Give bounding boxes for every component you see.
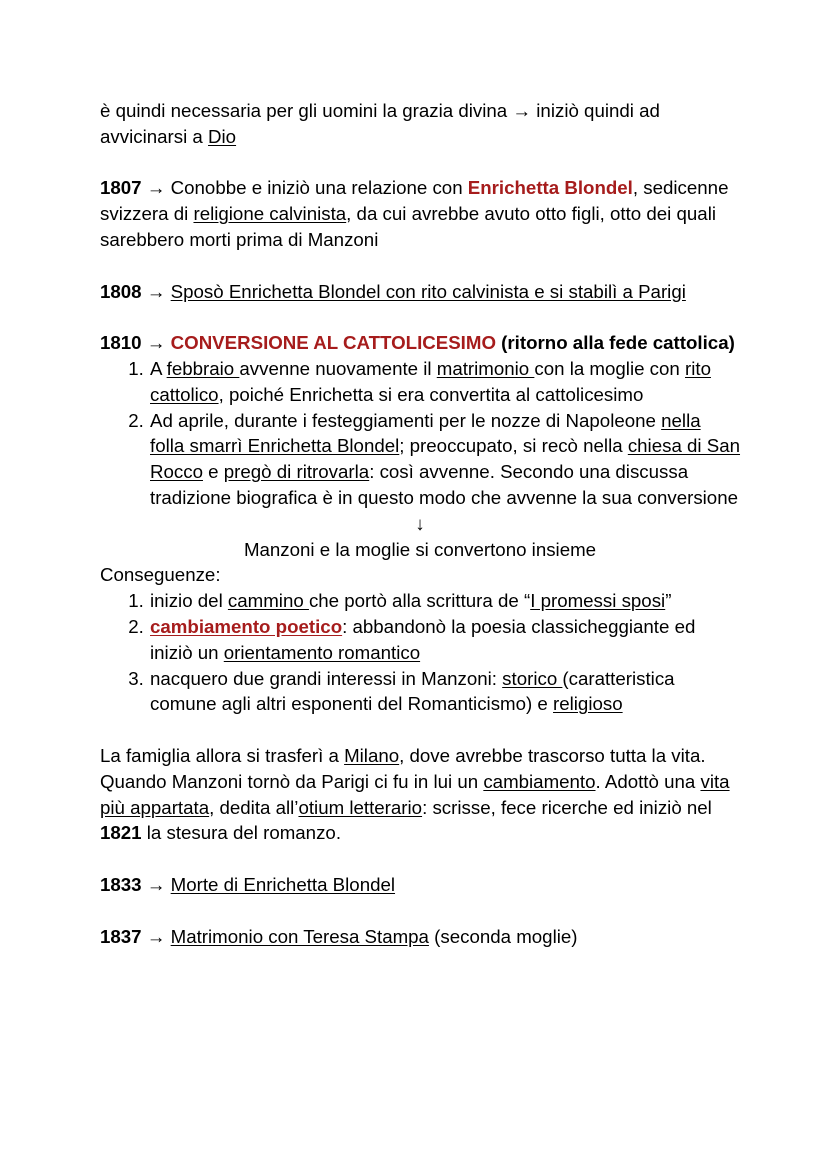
entry-1837: 1837 → Matrimonio con Teresa Stampa (seconda moglie): [100, 925, 578, 947]
intro-paragraph: è quindi necessaria per gli uomini la grazia divina → iniziò quindi ad avvicinarsi a Dio: [100, 100, 660, 147]
conversion-list: [100, 356, 740, 511]
year-label: 1837: [100, 925, 142, 947]
down-arrow-icon: ↓: [415, 512, 425, 534]
year-label: 1810: [100, 332, 142, 354]
list-item: 1. A febbraio avvenne nuovamente il matrimonio con la moglie con rito cattolico, poiché Enrichetta si era convertita al cattolicesimo: [149, 356, 740, 408]
list-item: 1. inizio del cammino che portò alla scrittura de “I promessi sposi”: [149, 588, 740, 614]
milano-paragraph: La famiglia allora si trasferì a Milano, dove avrebbe trascorso tutta la vita. Quando Manzoni tornò da Parigi ci fu in lui un cambiamento. Adottò una vita più appartata, dedita all’otium letterario: scrisse, fece ricerche ed iniziò nel 1821 la stesura del romanzo.: [100, 744, 730, 844]
entry-1807: 1807 → Conobbe e iniziò una relazione con Enrichetta Blondel, sedicenne svizzera di religione calvinista, da cui avrebbe avuto otto figli, otto dei quali sarebbero morti prima di Manzoni: [100, 177, 729, 250]
entry-1833: 1833 → Morte di Enrichetta Blondel: [100, 873, 396, 895]
entry-1808: 1808 → Sposò Enrichetta Blondel con rito calvinista e si stabilì a Parigi: [100, 280, 686, 302]
conversion-result: Manzoni e la moglie si convertono insieme: [243, 538, 597, 560]
highlight-name: Enrichetta Blondel: [467, 177, 633, 199]
consequences-list: [100, 588, 740, 717]
year-label: 1808: [100, 280, 142, 302]
link-dio: Dio: [208, 125, 237, 147]
section-title: CONVERSIONE AL CATTOLICESIMO: [170, 332, 496, 354]
consequences-label: Conseguenze:: [100, 564, 221, 586]
year-label: 1807: [100, 177, 142, 199]
list-item: 2. cambiamento poetico: abbandonò la poesia classicheggiante ed iniziò un orientamento romantico: [149, 614, 740, 666]
entry-1810-heading: 1810 → CONVERSIONE AL CATTOLICESIMO (ritorno alla fede cattolica): [100, 332, 735, 354]
document-page: [100, 98, 740, 949]
year-label: 1833: [100, 873, 142, 895]
list-item: 3. nacquero due grandi interessi in Manzoni: storico (caratteristica comune agli altri esponenti del Romanticismo) e religioso: [149, 666, 740, 718]
list-item: 2. Ad aprile, durante i festeggiamenti per le nozze di Napoleone nella folla smarrì Enrichetta Blondel; preoccupato, si recò nella chiesa di San Rocco e pregò di ritrovarla: così avvenne. Secondo una discussa tradizione biografica è in questo modo che avvenne la sua conversione: [149, 408, 740, 511]
